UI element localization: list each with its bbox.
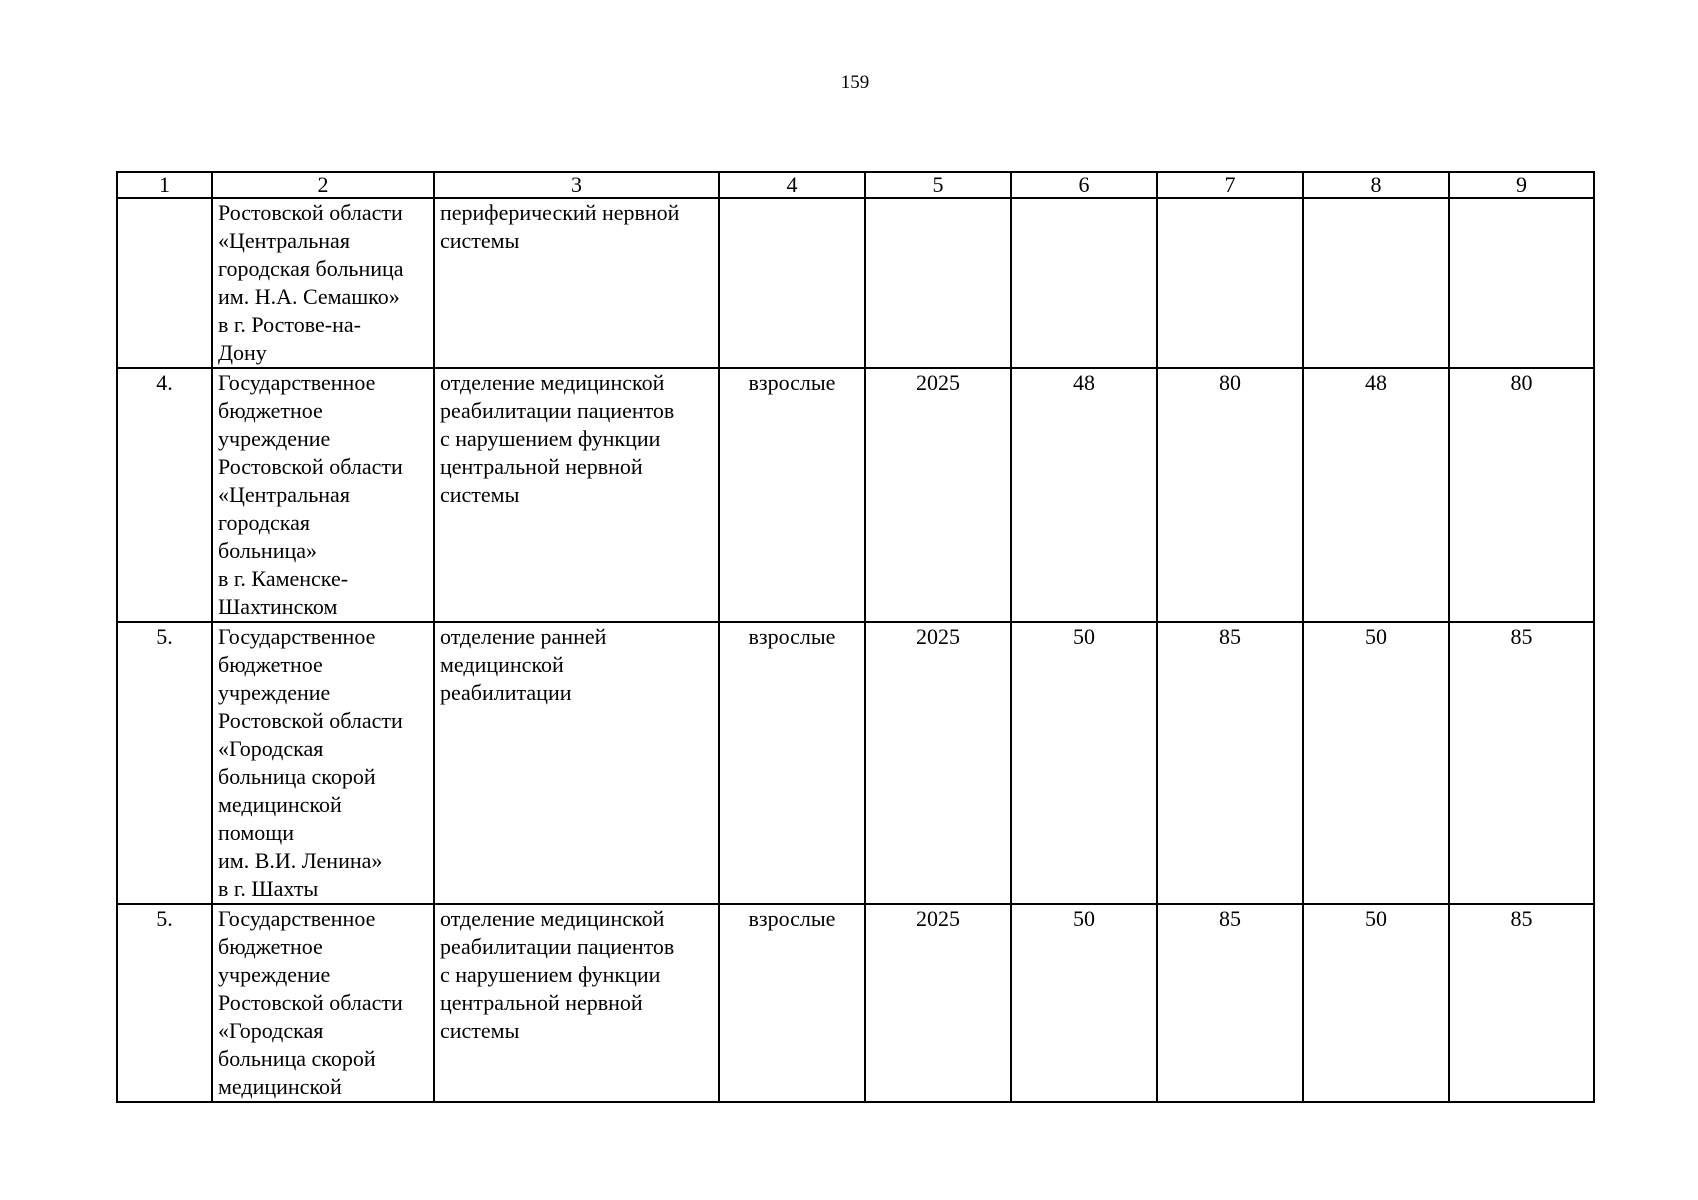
column-number: 5	[865, 172, 1011, 198]
institution-line: городская больница	[218, 256, 404, 281]
year-cell: 2025	[865, 904, 1011, 1102]
institution-line: «Центральная	[218, 228, 350, 253]
institution-line: медицинской	[218, 792, 342, 817]
value-cell-7: 80	[1157, 368, 1303, 622]
column-number: 7	[1157, 172, 1303, 198]
page-number: 159	[840, 72, 870, 93]
institution-line: Ростовской области	[218, 454, 403, 479]
department-line: реабилитации пациентов	[440, 398, 675, 423]
institution-line: учреждение	[218, 426, 331, 451]
table-row	[117, 904, 1594, 1102]
column-number: 9	[1449, 172, 1594, 198]
institution-line: бюджетное	[218, 398, 323, 423]
column-number-row	[117, 172, 1594, 198]
institution-line: Ростовской области	[218, 990, 403, 1015]
institution-line: в г. Ростове-на-	[218, 312, 361, 337]
institution-line: учреждение	[218, 962, 331, 987]
institution-line: учреждение	[218, 680, 331, 705]
institution-line: в г. Каменске-	[218, 566, 349, 591]
value-cell-6: 48	[1011, 368, 1157, 622]
institution-line: «Городская	[218, 1018, 324, 1043]
column-number: 1	[117, 172, 212, 198]
column-number: 4	[719, 172, 865, 198]
institution-line: им. В.И. Ленина»	[218, 848, 383, 873]
department-line: центральной нервной	[440, 990, 643, 1015]
department-line: отделение медицинской	[440, 906, 665, 931]
institution-line: медицинской	[218, 1074, 342, 1099]
year-cell: 2025	[865, 368, 1011, 622]
institution-line: Ростовской области	[218, 200, 403, 225]
department-cell	[434, 904, 719, 1102]
department-line: реабилитации пациентов	[440, 934, 675, 959]
value-cell-7: 85	[1157, 904, 1303, 1102]
value-cell-7	[1157, 198, 1303, 368]
department-line: отделение медицинской	[440, 370, 665, 395]
institution-line: Государственное	[218, 906, 376, 931]
value-cell-8: 50	[1303, 904, 1449, 1102]
category-cell: взрослые	[719, 904, 865, 1102]
value-cell-9: 80	[1449, 368, 1594, 622]
table-row	[117, 368, 1594, 622]
institution-line: Шахтинском	[218, 594, 338, 619]
institution-line: Дону	[218, 340, 267, 365]
department-line: системы	[440, 1018, 520, 1043]
institution-line: бюджетное	[218, 652, 323, 677]
column-number: 6	[1011, 172, 1157, 198]
rehabilitation-table	[116, 171, 1595, 1103]
department-cell	[434, 622, 719, 904]
institution-line: «Центральная	[218, 482, 350, 507]
department-line: системы	[440, 482, 520, 507]
year-cell: 2025	[865, 622, 1011, 904]
department-line: с нарушением функции	[440, 426, 661, 451]
institution-cell	[212, 622, 434, 904]
value-cell-9	[1449, 198, 1594, 368]
category-cell: взрослые	[719, 622, 865, 904]
value-cell-7: 85	[1157, 622, 1303, 904]
institution-line: Государственное	[218, 624, 376, 649]
institution-line: больница скорой	[218, 764, 376, 789]
institution-line: городская	[218, 510, 311, 535]
category-cell	[719, 198, 865, 368]
year-cell	[865, 198, 1011, 368]
column-number: 2	[212, 172, 434, 198]
row-number	[117, 198, 212, 368]
table-row	[117, 622, 1594, 904]
department-cell	[434, 198, 719, 368]
value-cell-6	[1011, 198, 1157, 368]
institution-line: в г. Шахты	[218, 876, 319, 901]
department-line: медицинской	[440, 652, 564, 677]
row-number: 4.	[117, 368, 212, 622]
value-cell-6: 50	[1011, 622, 1157, 904]
row-number: 5.	[117, 904, 212, 1102]
value-cell-8: 48	[1303, 368, 1449, 622]
department-cell	[434, 368, 719, 622]
value-cell-9: 85	[1449, 622, 1594, 904]
department-line: центральной нервной	[440, 454, 643, 479]
value-cell-6: 50	[1011, 904, 1157, 1102]
department-line: системы	[440, 228, 520, 253]
department-line: периферический нервной	[440, 200, 680, 225]
column-number: 8	[1303, 172, 1449, 198]
institution-line: больница»	[218, 538, 317, 563]
institution-line: «Городская	[218, 736, 324, 761]
institution-line: помощи	[218, 820, 294, 845]
category-cell: взрослые	[719, 368, 865, 622]
table-row	[117, 198, 1594, 368]
department-line: с нарушением функции	[440, 962, 661, 987]
row-number: 5.	[117, 622, 212, 904]
institution-line: Ростовской области	[218, 708, 403, 733]
value-cell-8: 50	[1303, 622, 1449, 904]
value-cell-9: 85	[1449, 904, 1594, 1102]
value-cell-8	[1303, 198, 1449, 368]
department-line: отделение ранней	[440, 624, 607, 649]
institution-cell	[212, 904, 434, 1102]
column-number: 3	[434, 172, 719, 198]
institution-cell	[212, 198, 434, 368]
institution-line: им. Н.А. Семашко»	[218, 284, 400, 309]
institution-line: Государственное	[218, 370, 376, 395]
institution-line: больница скорой	[218, 1046, 376, 1071]
department-line: реабилитации	[440, 680, 572, 705]
institution-line: бюджетное	[218, 934, 323, 959]
institution-cell	[212, 368, 434, 622]
